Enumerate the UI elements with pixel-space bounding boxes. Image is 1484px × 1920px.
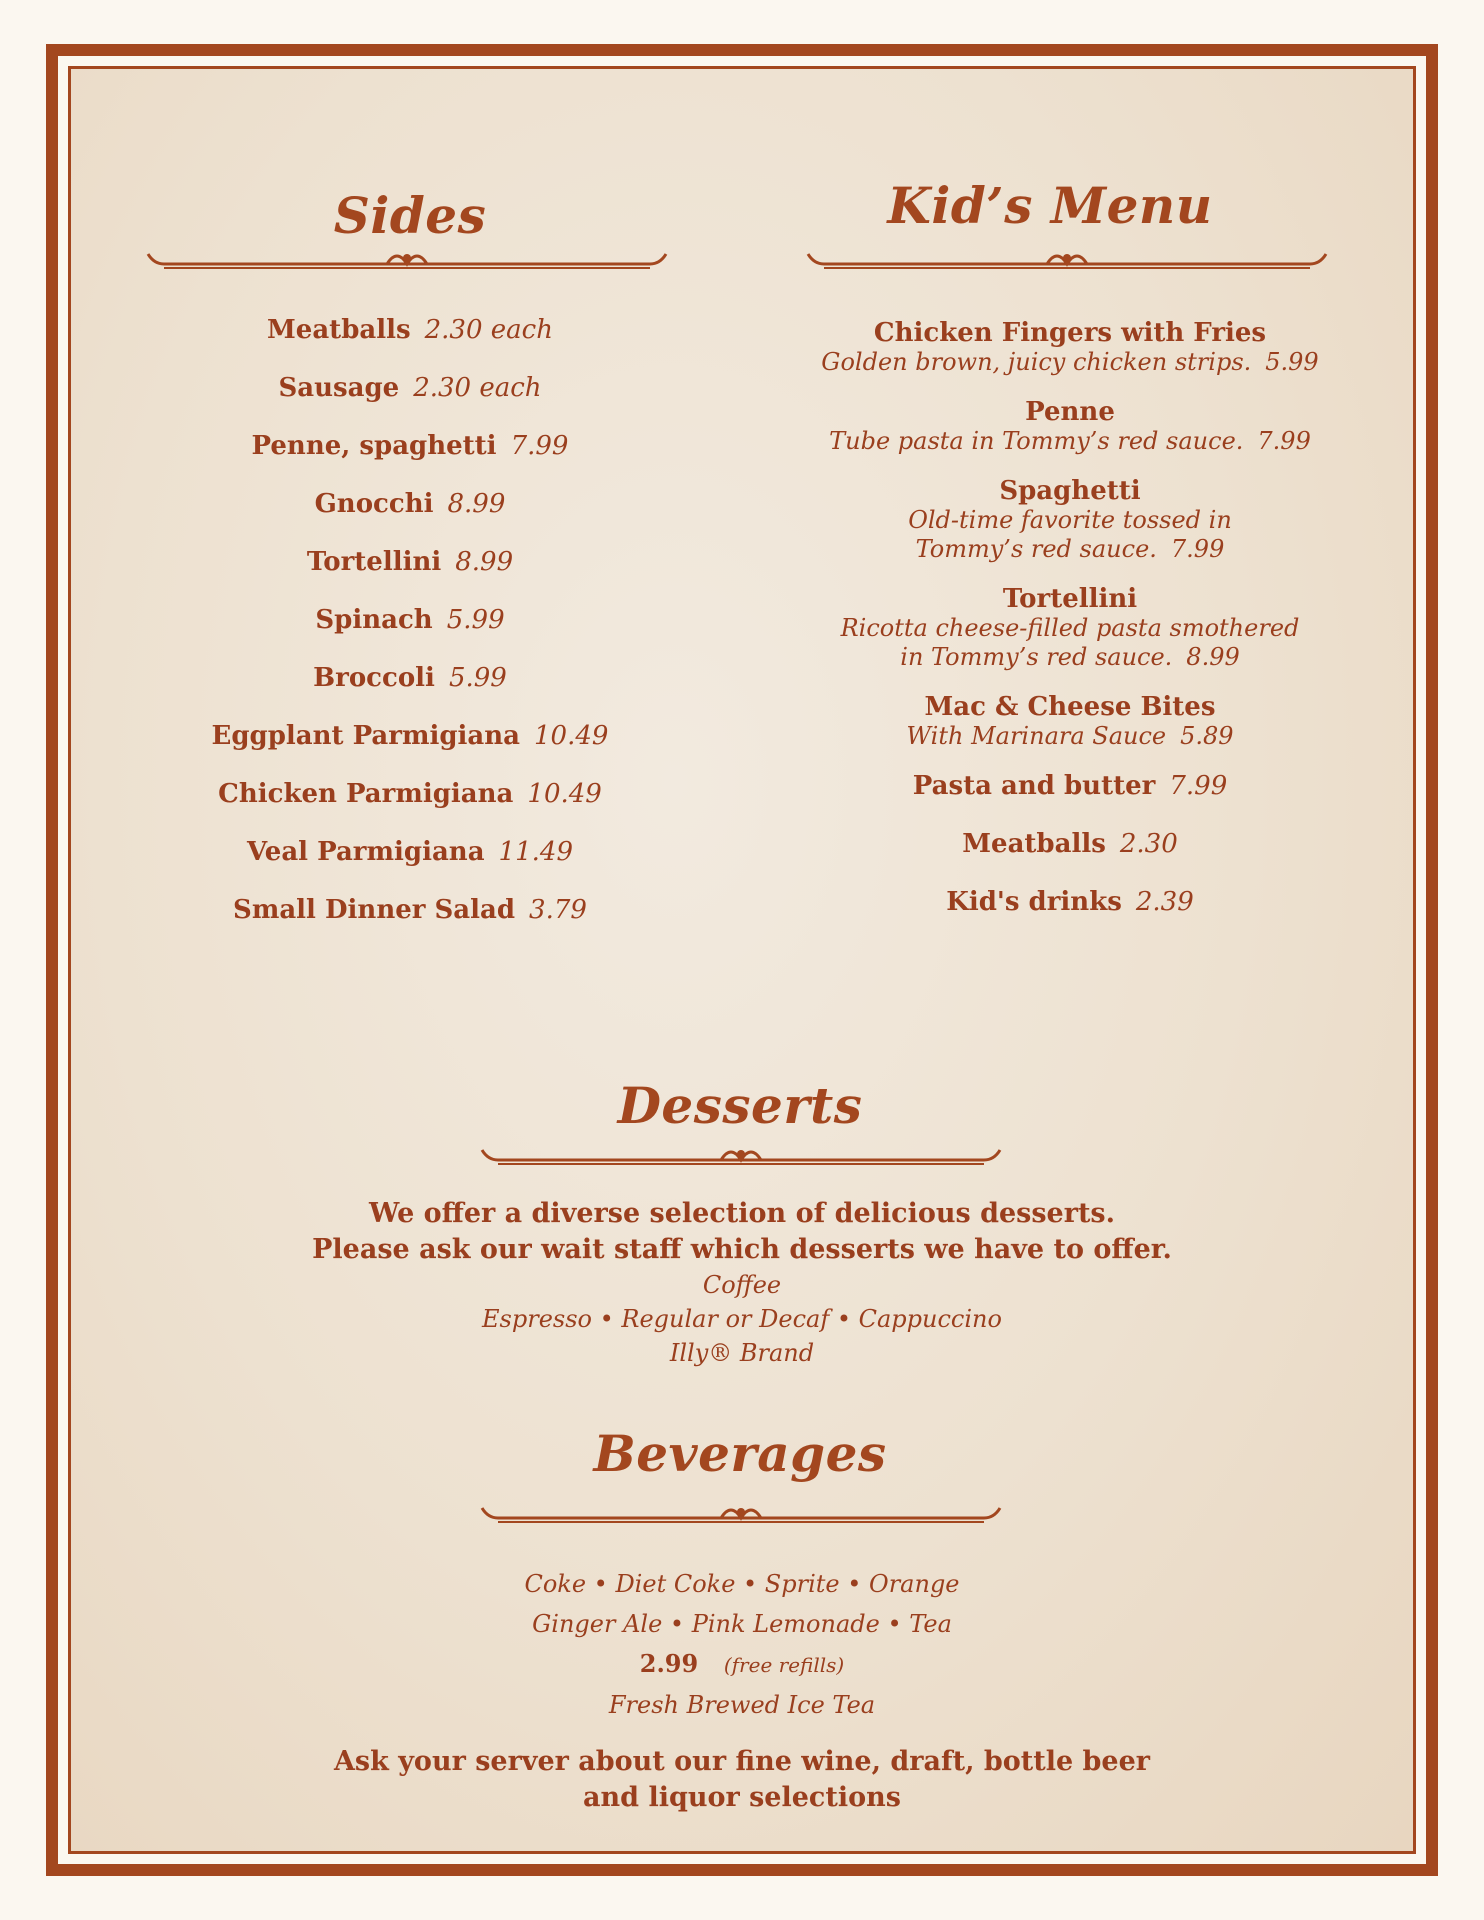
list-item: Small Dinner Salad 3.79 xyxy=(233,895,587,925)
list-item: Meatballs 2.30 each xyxy=(267,315,553,345)
list-item: Spinach 5.99 xyxy=(315,605,505,635)
list-item: Veal Parmigiana 11.49 xyxy=(247,837,573,867)
kids-menu-title: Kid’s Menu xyxy=(887,176,1213,235)
list-item: Mac & Cheese Bites With Marinara Sauce 5.89 xyxy=(906,692,1234,750)
ornament-divider-icon xyxy=(478,1500,1004,1530)
desserts-line-1: We offer a diverse selection of delicious desserts. xyxy=(368,1198,1116,1229)
ornament-divider-icon xyxy=(478,1142,1004,1172)
list-item: Spaghetti Old-time favorite tossed in Tommy’s red sauce. 7.99 xyxy=(908,476,1232,563)
list-item: Penne, spaghetti 7.99 xyxy=(251,431,569,461)
list-item: Chicken Fingers with Fries Golden brown, juicy chicken strips. 5.99 xyxy=(821,318,1319,376)
list-item: Tortellini 8.99 xyxy=(306,547,514,577)
coffee-brand: Illy® Brand xyxy=(669,1339,815,1367)
beverages-info xyxy=(0,1564,1484,1725)
beverages-divider xyxy=(478,1500,1004,1530)
beverages-refills: (free refills) xyxy=(723,1653,845,1677)
kids-menu-divider xyxy=(804,246,1330,276)
sides-title: Sides xyxy=(333,186,487,245)
desserts-info xyxy=(0,1196,1484,1370)
list-item: Eggplant Parmigiana 10.49 xyxy=(211,721,609,751)
coffee-types: Espresso • Regular or Decaf • Cappuccino xyxy=(482,1305,1002,1333)
footer-line-1: Ask your server about our fine wine, draft, bottle beer xyxy=(333,1746,1150,1777)
coffee-heading: Coffee xyxy=(702,1271,782,1299)
list-item: Broccoli 5.99 xyxy=(313,663,507,693)
beverages-price-line xyxy=(0,1644,1484,1685)
iced-tea-line: Fresh Brewed Ice Tea xyxy=(608,1691,876,1719)
list-item: Chicken Parmigiana 10.49 xyxy=(218,779,602,809)
desserts-line-2: Please ask our wait staff which desserts we have to offer. xyxy=(312,1234,1172,1265)
list-item: Sausage 2.30 each xyxy=(278,373,542,403)
list-item: Meatballs 2.30 xyxy=(962,829,1178,859)
beverages-price: 2.99 xyxy=(639,1649,699,1678)
list-item: Pasta and butter 7.99 xyxy=(912,771,1228,801)
ornament-divider-icon xyxy=(144,246,670,276)
list-item: Penne Tube pasta in Tommy’s red sauce. 7.99 xyxy=(829,397,1311,455)
list-item: Gnocchi 8.99 xyxy=(314,489,506,519)
ornament-divider-icon xyxy=(804,246,1330,276)
desserts-title: Desserts xyxy=(617,1076,863,1135)
footer-line-2: and liquor selections xyxy=(583,1782,901,1813)
footer-note xyxy=(0,1744,1484,1816)
desserts-divider xyxy=(478,1142,1004,1172)
kids-menu-list xyxy=(800,318,1340,945)
sides-list xyxy=(150,314,670,952)
beverages-line-1: Coke • Diet Coke • Sprite • Orange xyxy=(524,1570,960,1598)
list-item: Kid's drinks 2.39 xyxy=(946,887,1194,917)
sides-divider xyxy=(144,246,670,276)
beverages-line-2: Ginger Ale • Pink Lemonade • Tea xyxy=(532,1610,952,1638)
list-item: Tortellini Ricotta cheese-filled pasta smothered in Tommy’s red sauce. 8.99 xyxy=(840,584,1300,671)
beverages-title: Beverages xyxy=(593,1424,887,1483)
